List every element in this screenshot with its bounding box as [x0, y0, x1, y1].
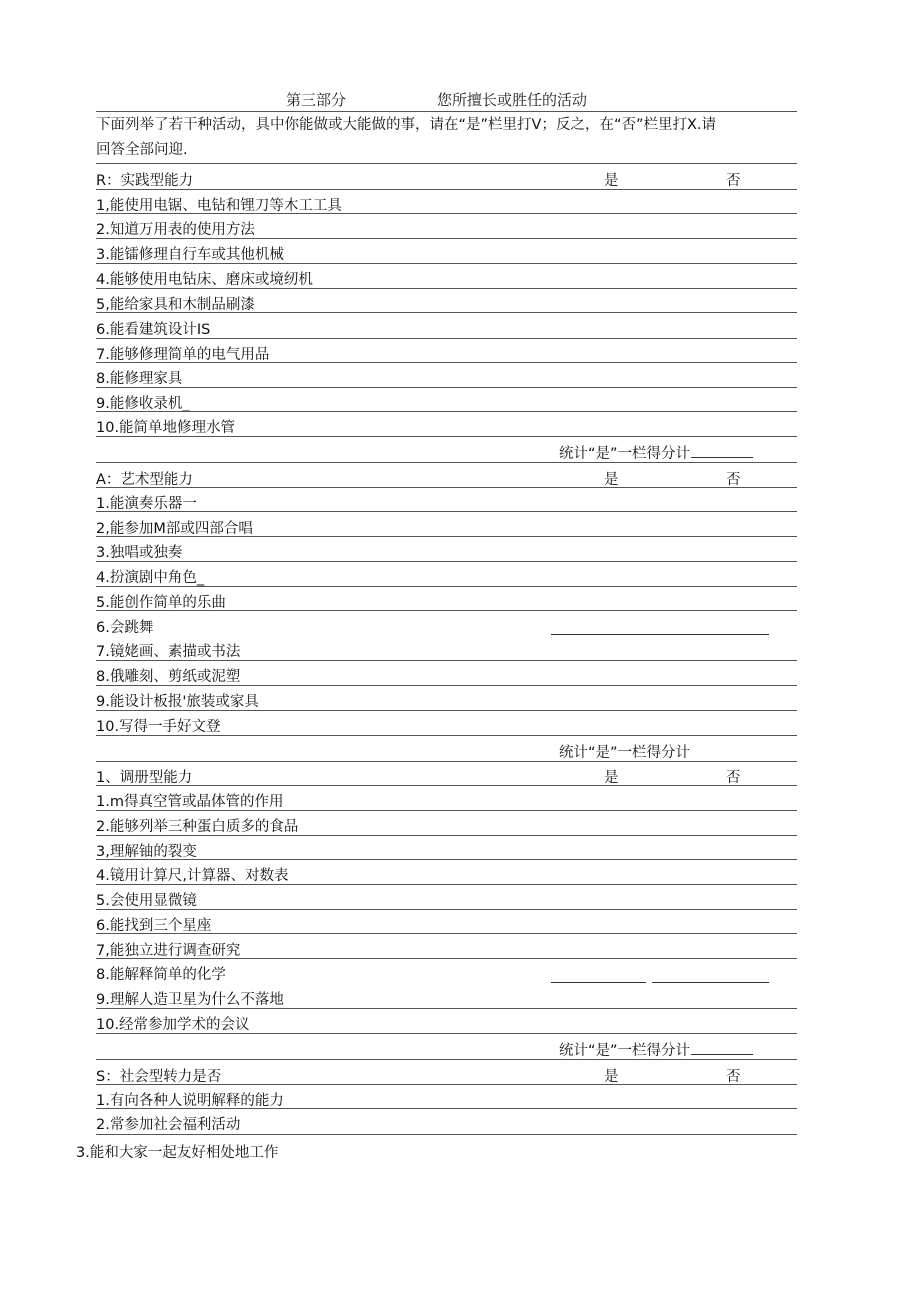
tally-label — [559, 442, 753, 463]
item-label: 5.能创作简单的乐曲 — [96, 595, 226, 611]
yes-column-label: 是 — [604, 1069, 619, 1085]
list-item — [96, 687, 797, 711]
divider — [96, 436, 797, 437]
divider — [96, 835, 797, 836]
list-item — [96, 215, 797, 239]
yes-column-label: 是 — [604, 770, 619, 786]
section-heading: S：社会型转力是否 — [96, 1069, 222, 1085]
list-item — [96, 563, 797, 587]
list-item — [96, 315, 797, 339]
list-item — [96, 861, 797, 885]
no-column-label: 否 — [726, 173, 741, 189]
list-item — [96, 936, 797, 960]
item-label: 8.能解释简单的化学 — [96, 967, 226, 983]
list-item — [96, 290, 797, 314]
no-column-label: 否 — [726, 1069, 741, 1085]
divider — [96, 710, 797, 711]
list-item — [96, 191, 797, 215]
list-item — [96, 985, 797, 1009]
list-item — [96, 886, 797, 910]
tally-row — [96, 738, 797, 762]
divider — [96, 785, 797, 786]
section-heading: 1、调册型能力 — [96, 770, 193, 786]
divider — [96, 933, 797, 934]
list-item — [96, 812, 797, 836]
divider — [96, 735, 797, 736]
yes-column-label: 是 — [604, 173, 619, 189]
section-s-header — [96, 1062, 797, 1086]
list-item — [96, 514, 797, 538]
item-label: 4.镜用计算尺,计算器、对数表 — [96, 868, 289, 884]
divider — [96, 958, 797, 959]
divider — [96, 660, 797, 661]
list-item — [96, 662, 797, 686]
list-item — [96, 389, 797, 413]
list-item-trailing: 3.能和大家一起友好相处地工作 — [76, 1145, 279, 1161]
tally-label — [559, 1039, 753, 1060]
no-column-label: 否 — [726, 770, 741, 786]
item-label: 4.扮演剧中角色_ — [96, 570, 205, 586]
divider — [96, 238, 797, 239]
item-label: 7.能够修理简单的电气用品 — [96, 347, 270, 363]
list-item — [96, 538, 797, 562]
answer-underline — [551, 982, 646, 983]
tally-row — [96, 439, 797, 463]
divider — [96, 263, 797, 264]
divider — [96, 536, 797, 537]
list-item — [96, 1010, 797, 1034]
list-item — [96, 413, 797, 437]
list-item — [96, 1110, 797, 1134]
page-title: 您所擅长或胜任的活动 — [437, 91, 588, 109]
divider — [96, 884, 797, 885]
divider — [96, 761, 797, 762]
item-label: 5,能给家具和木制品刷漆 — [96, 297, 255, 313]
instructions-line-2: 回答全部问迎. — [96, 142, 188, 158]
score-blank[interactable] — [691, 443, 753, 458]
item-label: 9.理解人造卫星为什么不落地 — [96, 992, 284, 1008]
instructions — [96, 113, 796, 163]
list-item — [96, 837, 797, 861]
divider — [96, 1108, 797, 1109]
divider — [96, 1084, 797, 1085]
answer-underline — [652, 982, 769, 983]
divider — [96, 487, 797, 488]
item-label: 1,能使用电锯、电钻和锂刀等木工工具 — [96, 198, 342, 214]
divider — [96, 163, 797, 164]
list-item — [96, 240, 797, 264]
tally-label: 统计“是”一栏得分计 — [559, 745, 691, 761]
no-column-label: 否 — [726, 472, 741, 488]
item-label: 7,能独立进行调查研究 — [96, 943, 241, 959]
item-label: 2,能参加M部或四部合唱 — [96, 521, 253, 537]
divider — [96, 511, 797, 512]
tally-text: 统计“是”一栏得分计 — [559, 446, 691, 462]
list-item — [96, 712, 797, 736]
item-label: 1.m得真空管或晶体管的作用 — [96, 794, 284, 810]
item-label: 6.会跳舞 — [96, 620, 154, 636]
section-heading: A：艺术型能力 — [96, 472, 193, 488]
section-i-header — [96, 763, 797, 787]
divider — [96, 859, 797, 860]
divider — [96, 586, 797, 587]
item-label: 10.经常参加学术的会议 — [96, 1017, 250, 1033]
divider — [96, 610, 797, 611]
item-label: 8.俄雕刻、剪纸或泥塑 — [96, 669, 241, 685]
item-label: 3.能镭修理自行车或其他机械 — [96, 247, 284, 263]
divider — [96, 288, 797, 289]
part-label: 第三部分 — [286, 91, 347, 109]
section-a-header — [96, 465, 797, 489]
item-label: 5.会使用显微镜 — [96, 893, 197, 909]
section-r-header — [96, 166, 797, 190]
yes-column-label: 是 — [604, 472, 619, 488]
item-label: 7.镜姥画、素描或书法 — [96, 644, 241, 660]
item-label: 1.有向各种人说明解释的能力 — [96, 1093, 284, 1109]
divider — [96, 387, 797, 388]
list-item — [96, 265, 797, 289]
section-heading: R：实践型能力 — [96, 173, 194, 189]
score-blank[interactable] — [691, 1040, 753, 1055]
list-item — [96, 960, 797, 984]
divider — [96, 213, 797, 214]
item-label: 2.知道万用表的使用方法 — [96, 222, 255, 238]
list-item — [96, 787, 797, 811]
item-label: 4.能够使用电钻床、磨床或境纫机 — [96, 272, 313, 288]
item-label: 2.常参加社会福利活动 — [96, 1117, 241, 1133]
list-item — [96, 637, 797, 661]
divider — [96, 462, 797, 463]
list-item — [96, 364, 797, 388]
tally-text: 统计“是”一栏得分计 — [559, 1043, 691, 1059]
list-item — [96, 911, 797, 935]
item-label: 8.能修理家具 — [96, 371, 183, 387]
divider — [96, 312, 797, 313]
divider — [96, 189, 797, 190]
divider — [96, 411, 797, 412]
instructions-line-1: 下面列举了若干种活动，具中你能做或大能做的事，请在“是”栏里打V；反之，在“否”栏里打X.请 — [96, 117, 717, 133]
item-label: 6.能找到三个星座 — [96, 918, 212, 934]
divider — [96, 810, 797, 811]
item-label: 9.能修收录机_ — [96, 396, 190, 412]
divider — [96, 561, 797, 562]
divider — [96, 1008, 797, 1009]
divider — [96, 1134, 797, 1135]
list-item — [96, 489, 797, 513]
item-label: 9.能设计板报'旅装或家具 — [96, 694, 259, 710]
answer-underline — [551, 634, 769, 635]
divider — [96, 909, 797, 910]
divider — [96, 1033, 797, 1034]
list-item — [96, 340, 797, 364]
list-item — [96, 1086, 797, 1110]
item-label: 1.能演奏乐器一 — [96, 496, 197, 512]
item-label: 3,理解铀的裂变 — [96, 844, 197, 860]
tally-row — [96, 1036, 797, 1060]
item-label: 3.独唱或独奏 — [96, 545, 183, 561]
divider — [96, 685, 797, 686]
item-label: 10.能简单地修理水管 — [96, 420, 236, 436]
divider — [96, 338, 797, 339]
item-label: 10.写得一手好文登 — [96, 719, 221, 735]
list-item — [96, 588, 797, 612]
divider — [96, 362, 797, 363]
item-label: 6.能看建筑设计IS — [96, 322, 211, 338]
divider — [96, 1059, 797, 1060]
divider — [96, 111, 797, 112]
item-label: 2.能够列举三种蛋白质多的食品 — [96, 819, 299, 835]
